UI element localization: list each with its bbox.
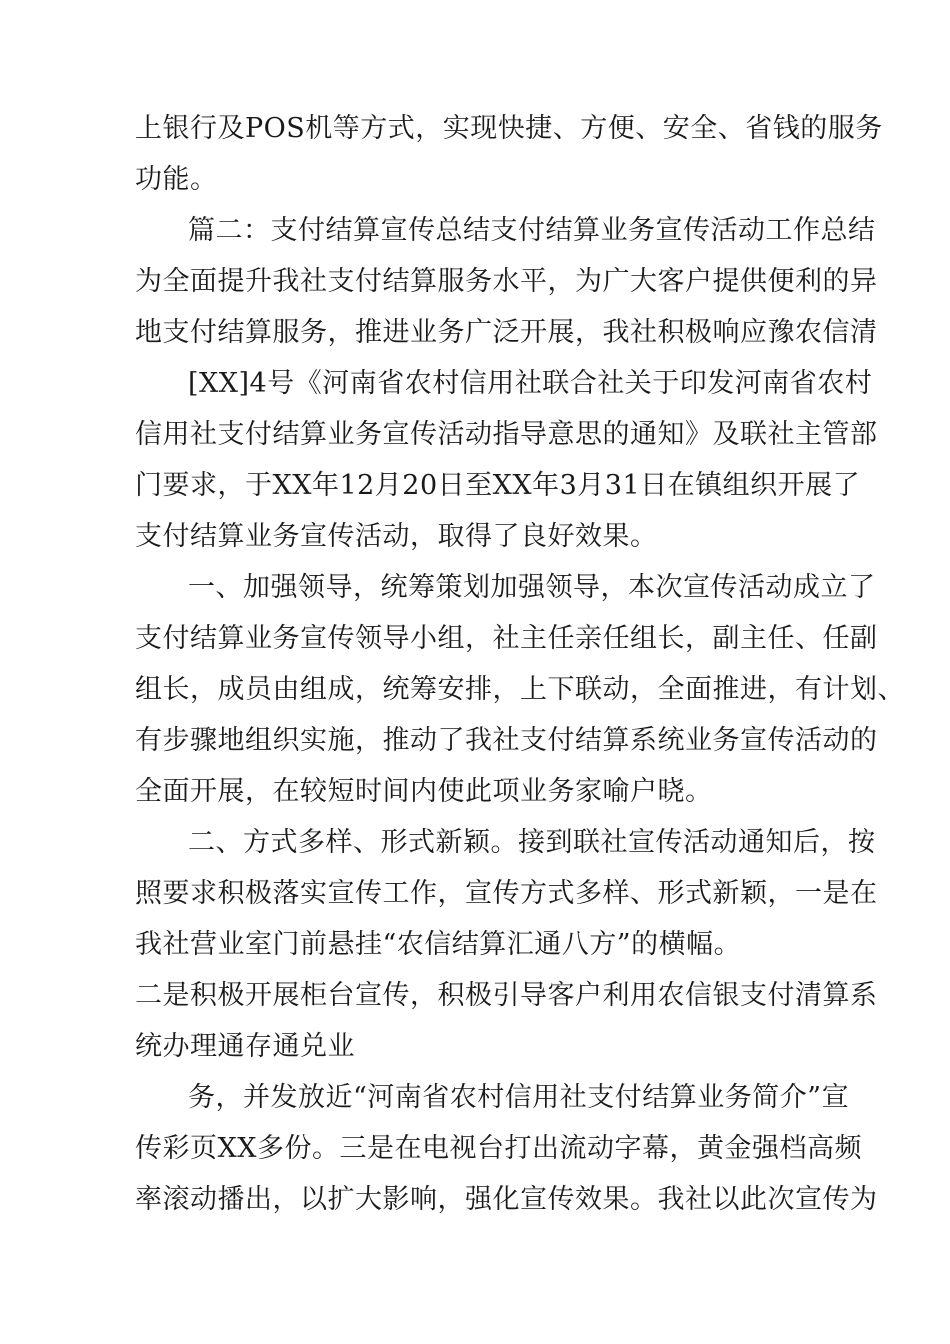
text-line: 门要求，于XX年12月20日至XX年3月31日在镇组织开展了	[135, 470, 861, 501]
text-line: 二是积极开展柜台宣传，积极引导客户利用农信银支付清算系	[135, 980, 878, 1011]
text-line: 一、加强领导，统筹策划加强领导，本次宣传活动成立了	[188, 572, 876, 603]
text-line: 功能。	[135, 164, 218, 195]
text-line: 上银行及POS机等方式，实现快捷、方便、安全、省钱的服务	[135, 113, 883, 144]
text-line: 篇二：支付结算宣传总结支付结算业务宣传活动工作总结	[188, 215, 876, 246]
text-line: 有步骤地组织实施，推动了我社支付结算系统业务宣传活动的	[135, 725, 878, 756]
text-line: 支付结算业务宣传领导小组，社主任亲任组长，副主任、任副	[135, 623, 878, 654]
text-line: 全面开展，在较短时间内使此项业务家喻户晓。	[135, 776, 713, 807]
text-line: 组长，成员由组成，统筹安排，上下联动，全面推进，有计划、	[135, 674, 905, 705]
text-line: 照要求积极落实宣传工作，宣传方式多样、形式新颖，一是在	[135, 878, 878, 909]
text-line: 为全面提升我社支付结算服务水平，为广大客户提供便利的异	[135, 266, 878, 297]
text-line: 支付结算业务宣传活动，取得了良好效果。	[135, 521, 658, 552]
text-line: [XX]4号《河南省农村信用社联合社关于印发河南省农村	[188, 368, 873, 399]
text-line: 二、方式多样、形式新颖。接到联社宣传活动通知后，按	[188, 827, 876, 858]
text-line: 率滚动播出，以扩大影响，强化宣传效果。我社以此次宣传为	[135, 1184, 878, 1215]
text-line: 务，并发放近“河南省农村信用社支付结算业务简介”宣	[188, 1082, 850, 1113]
text-line: 统办理通存通兑业	[135, 1031, 355, 1062]
text-line: 信用社支付结算业务宣传活动指导意思的通知》及联社主管部	[135, 419, 878, 450]
text-line: 我社营业室门前悬挂“农信结算汇通八方”的横幅。	[135, 929, 742, 960]
text-line: 地支付结算服务，推进业务广泛开展，我社积极响应豫农信清	[135, 317, 878, 348]
text-line: 传彩页XX多份。三是在电视台打出流动字幕，黄金强档高频	[135, 1133, 862, 1164]
